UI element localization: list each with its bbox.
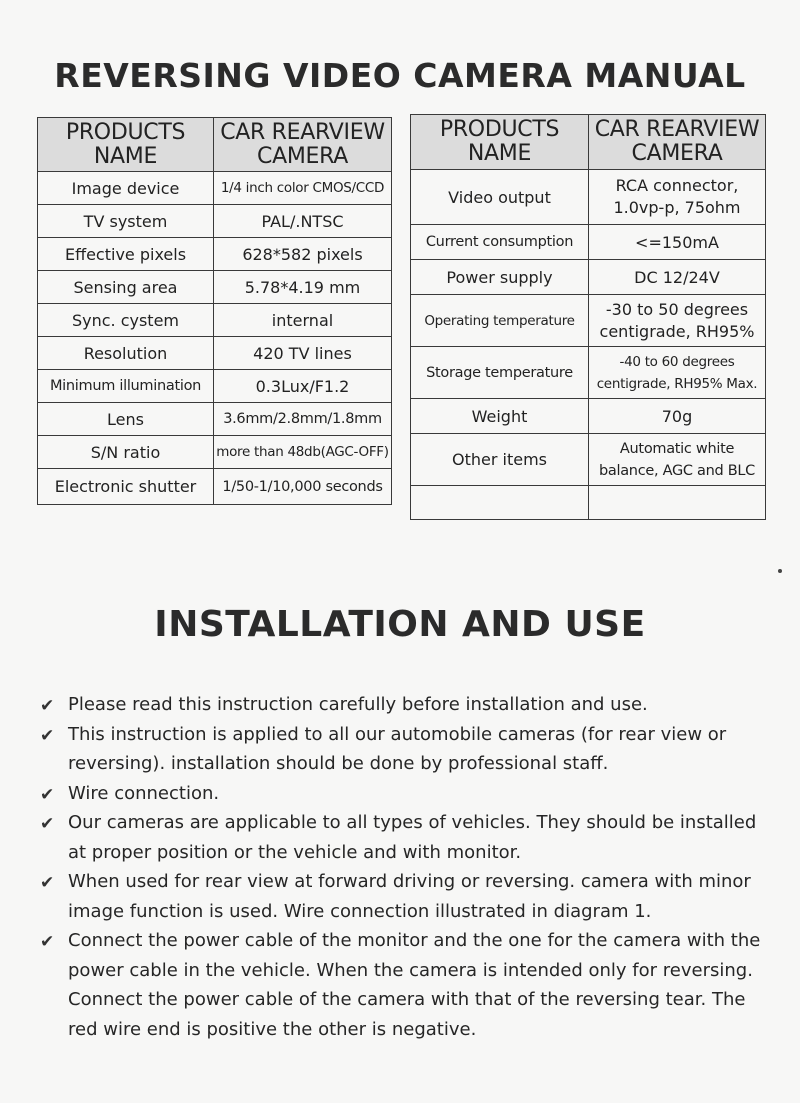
table-row: [411, 486, 766, 520]
spec-label: Weight: [411, 399, 589, 434]
table-row: [411, 170, 766, 225]
check-icon: ✔: [40, 932, 55, 952]
spec-label: TV system: [38, 205, 214, 238]
spec-label: Minimum illumination: [38, 370, 214, 403]
table-row: [411, 399, 766, 434]
header-cell: CAR REARVIEW CAMERA: [589, 115, 766, 170]
spec-label: Power supply: [411, 260, 589, 295]
spec-label: Effective pixels: [38, 238, 214, 271]
list-item: [40, 808, 780, 867]
list-item: [40, 926, 780, 1044]
spec-label: Video output: [411, 170, 589, 225]
spec-value: 628*582 pixels: [214, 238, 392, 271]
list-item: [40, 779, 780, 809]
list-item-text: Connect the power cable of the monitor and the one for the camera with the power cable in the vehicle. When the camera is intended only for reversing. Connect the power cable of the camera with that of the reversing tear. The red wire end is positive the other is negative.: [68, 930, 761, 1040]
spec-value: [589, 486, 766, 520]
table-row: [38, 469, 392, 505]
spec-label: Electronic shutter: [38, 469, 214, 505]
spec-label: Sensing area: [38, 271, 214, 304]
table-row: [38, 337, 392, 370]
document-title: REVERSING VIDEO CAMERA MANUAL: [54, 56, 746, 95]
table-row: [38, 370, 392, 403]
spec-value: 0.3Lux/F1.2: [214, 370, 392, 403]
table-row: [411, 225, 766, 260]
table-row: [38, 271, 392, 304]
list-item: [40, 867, 780, 926]
table-header-row: [411, 115, 766, 170]
spec-label: Lens: [38, 403, 214, 436]
spec-value: RCA connector, 1.0vp-p, 75ohm: [589, 170, 766, 225]
table-row: [38, 205, 392, 238]
spec-label: [411, 486, 589, 520]
spec-value: -30 to 50 degrees centigrade, RH95%: [589, 295, 766, 347]
spec-value: DC 12/24V: [589, 260, 766, 295]
spec-label: Other items: [411, 434, 589, 486]
spec-table-left: [37, 117, 392, 505]
instruction-list: [40, 690, 780, 1044]
table-row: [38, 436, 392, 469]
spec-value: Automatic white balance, AGC and BLC: [589, 434, 766, 486]
spec-label: S/N ratio: [38, 436, 214, 469]
spec-value: internal: [214, 304, 392, 337]
spec-label: Storage temperature: [411, 347, 589, 399]
list-item: [40, 720, 780, 779]
check-icon: ✔: [40, 696, 55, 716]
spec-value: 1/50-1/10,000 seconds: [214, 469, 392, 505]
spec-label: Operating temperature: [411, 295, 589, 347]
list-item: [40, 690, 780, 720]
spec-value: 3.6mm/2.8mm/1.8mm: [214, 403, 392, 436]
section-title: INSTALLATION AND USE: [154, 604, 646, 645]
list-item-text: This instruction is applied to all our automobile cameras (for rear view or reversing). installation should be done by professional staff.: [68, 723, 727, 774]
table-row: [38, 403, 392, 436]
spec-value: 70g: [589, 399, 766, 434]
table-row: [411, 434, 766, 486]
spec-table-right: [410, 114, 766, 520]
spec-value: 1/4 inch color CMOS/CCD: [214, 172, 392, 205]
spec-value: <=150mA: [589, 225, 766, 260]
spec-label: Current consumption: [411, 225, 589, 260]
table-row: [38, 238, 392, 271]
spec-label: Resolution: [38, 337, 214, 370]
check-icon: ✔: [40, 814, 55, 834]
spec-value: -40 to 60 degrees centigrade, RH95% Max.: [589, 347, 766, 399]
table-header-row: [38, 118, 392, 172]
header-cell: PRODUCTS NAME: [411, 115, 589, 170]
spec-value: 5.78*4.19 mm: [214, 271, 392, 304]
list-item-text: Please read this instruction carefully before installation and use.: [68, 694, 648, 715]
check-icon: ✔: [40, 784, 55, 805]
table-row: [38, 304, 392, 337]
speck-mark: [778, 569, 782, 573]
spec-value: more than 48db(AGC-OFF): [214, 436, 392, 469]
list-item-text: Wire connection.: [68, 782, 220, 804]
spec-value: 420 TV lines: [214, 337, 392, 370]
table-row: [38, 172, 392, 205]
header-cell: CAR REARVIEW CAMERA: [214, 118, 392, 172]
list-item-text: When used for rear view at forward driving or reversing. camera with minor image function is used. Wire connection illustrated in diagram 1.: [68, 871, 751, 922]
table-row: [411, 347, 766, 399]
check-icon: ✔: [40, 725, 55, 746]
spec-value: PAL/.NTSC: [214, 205, 392, 238]
spec-label: Image device: [38, 172, 214, 205]
header-cell: PRODUCTS NAME: [38, 118, 214, 172]
table-row: [411, 295, 766, 347]
table-row: [411, 260, 766, 295]
list-item-text: Our cameras are applicable to all types of vehicles. They should be installed at proper position or the vehicle and with monitor.: [68, 812, 757, 863]
spec-label: Sync. cystem: [38, 304, 214, 337]
check-icon: ✔: [40, 873, 55, 893]
